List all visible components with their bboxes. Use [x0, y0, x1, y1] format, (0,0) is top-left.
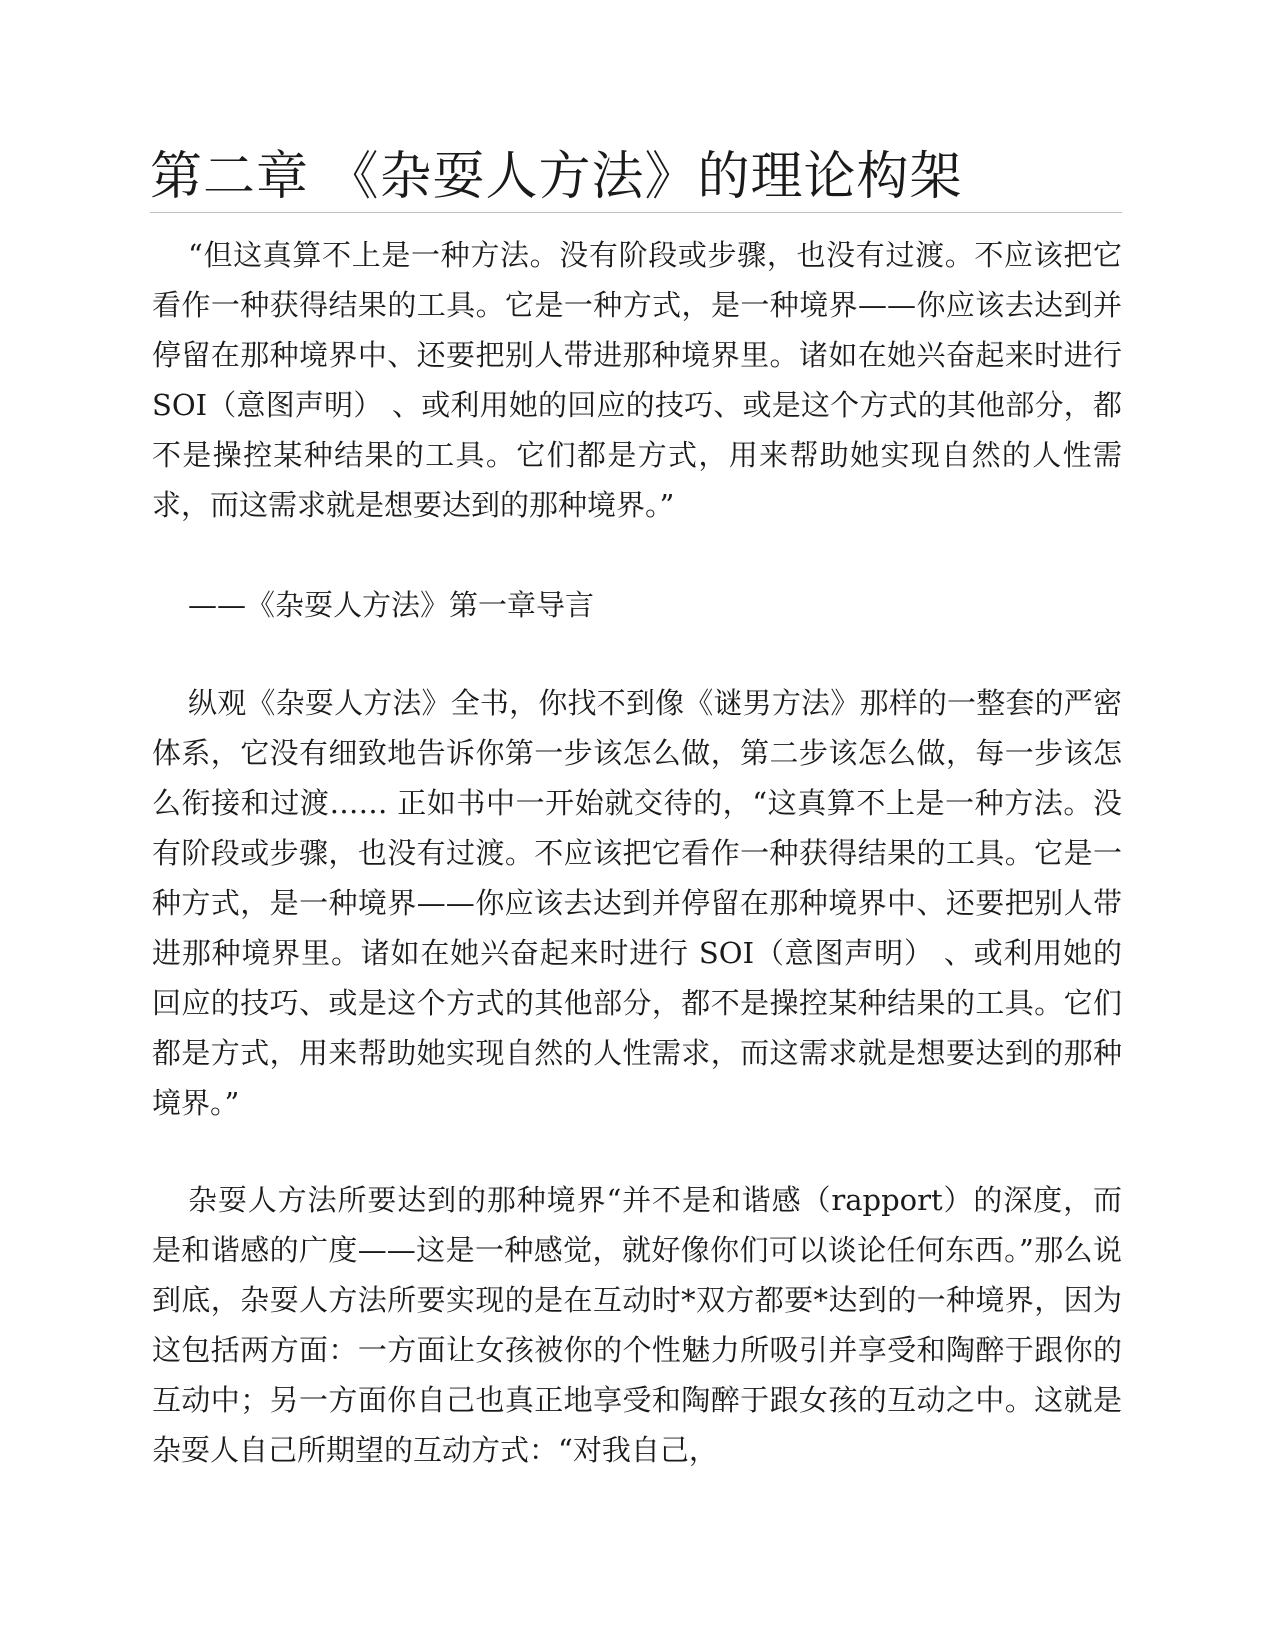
opening-quote-paragraph: “但这真算不上是一种方法。没有阶段或步骤，也没有过渡。不应该把它看作一种获得结果的工具。它是一种方式，是一种境界——你应该去达到并停留在那种境界中、还要把别人带进那种境界里。诸如在她兴奋起来时进行 SOI（意图声明） 、或利用她的回应的技巧、或是这个方式的其他部分，都不是操控某种结果的工具。它们都是方式，用来帮助她实现自然的人性需求，而这需求就是想要达到的那种境界。”	[152, 238, 1122, 522]
body-paragraph-overview: 纵观《杂耍人方法》全书，你找不到像《谜男方法》那样的一整套的严密体系，它没有细致地告诉你第一步该怎么做，第二步该怎么做，每一步该怎么衔接和过渡…… 正如书中一开始就交待的，“这真算不上是一种方法。没有阶段或步骤，也没有过渡。不应该把它看作一种获得结果的工具。它是一种方式，是一种境界——你应该去达到并停留在那种境界中、还要把别人带进那种境界里。诸如在她兴奋起来时进行 SOI（意图声明） 、或利用她的回应的技巧、或是这个方式的其他部分，都不是操控某种结果的工具。它们都是方式，用来帮助她实现自然的人性需求，而这需求就是想要达到的那种境界。”	[152, 686, 1122, 1120]
quote-attribution: ——《杂耍人方法》第一章导言	[188, 588, 595, 622]
body-paragraph-state: 杂耍人方法所要达到的那种境界“并不是和谐感（rapport）的深度，而是和谐感的广度——这是一种感觉，就好像你们可以谈论任何东西。”那么说到底，杂耍人方法所要实现的是在互动时*双方都要*达到的一种境界，因为这包括两方面：一方面让女孩被你的个性魅力所吸引并享受和陶醉于跟你的互动中；另一方面你自己也真正地享受和陶醉于跟女孩的互动之中。这就是杂耍人自己所期望的互动方式：“对我自己，	[152, 1183, 1122, 1467]
chapter-title: 第二章 《杂耍人方法》的理论构架	[150, 147, 963, 207]
title-divider	[150, 212, 1122, 213]
